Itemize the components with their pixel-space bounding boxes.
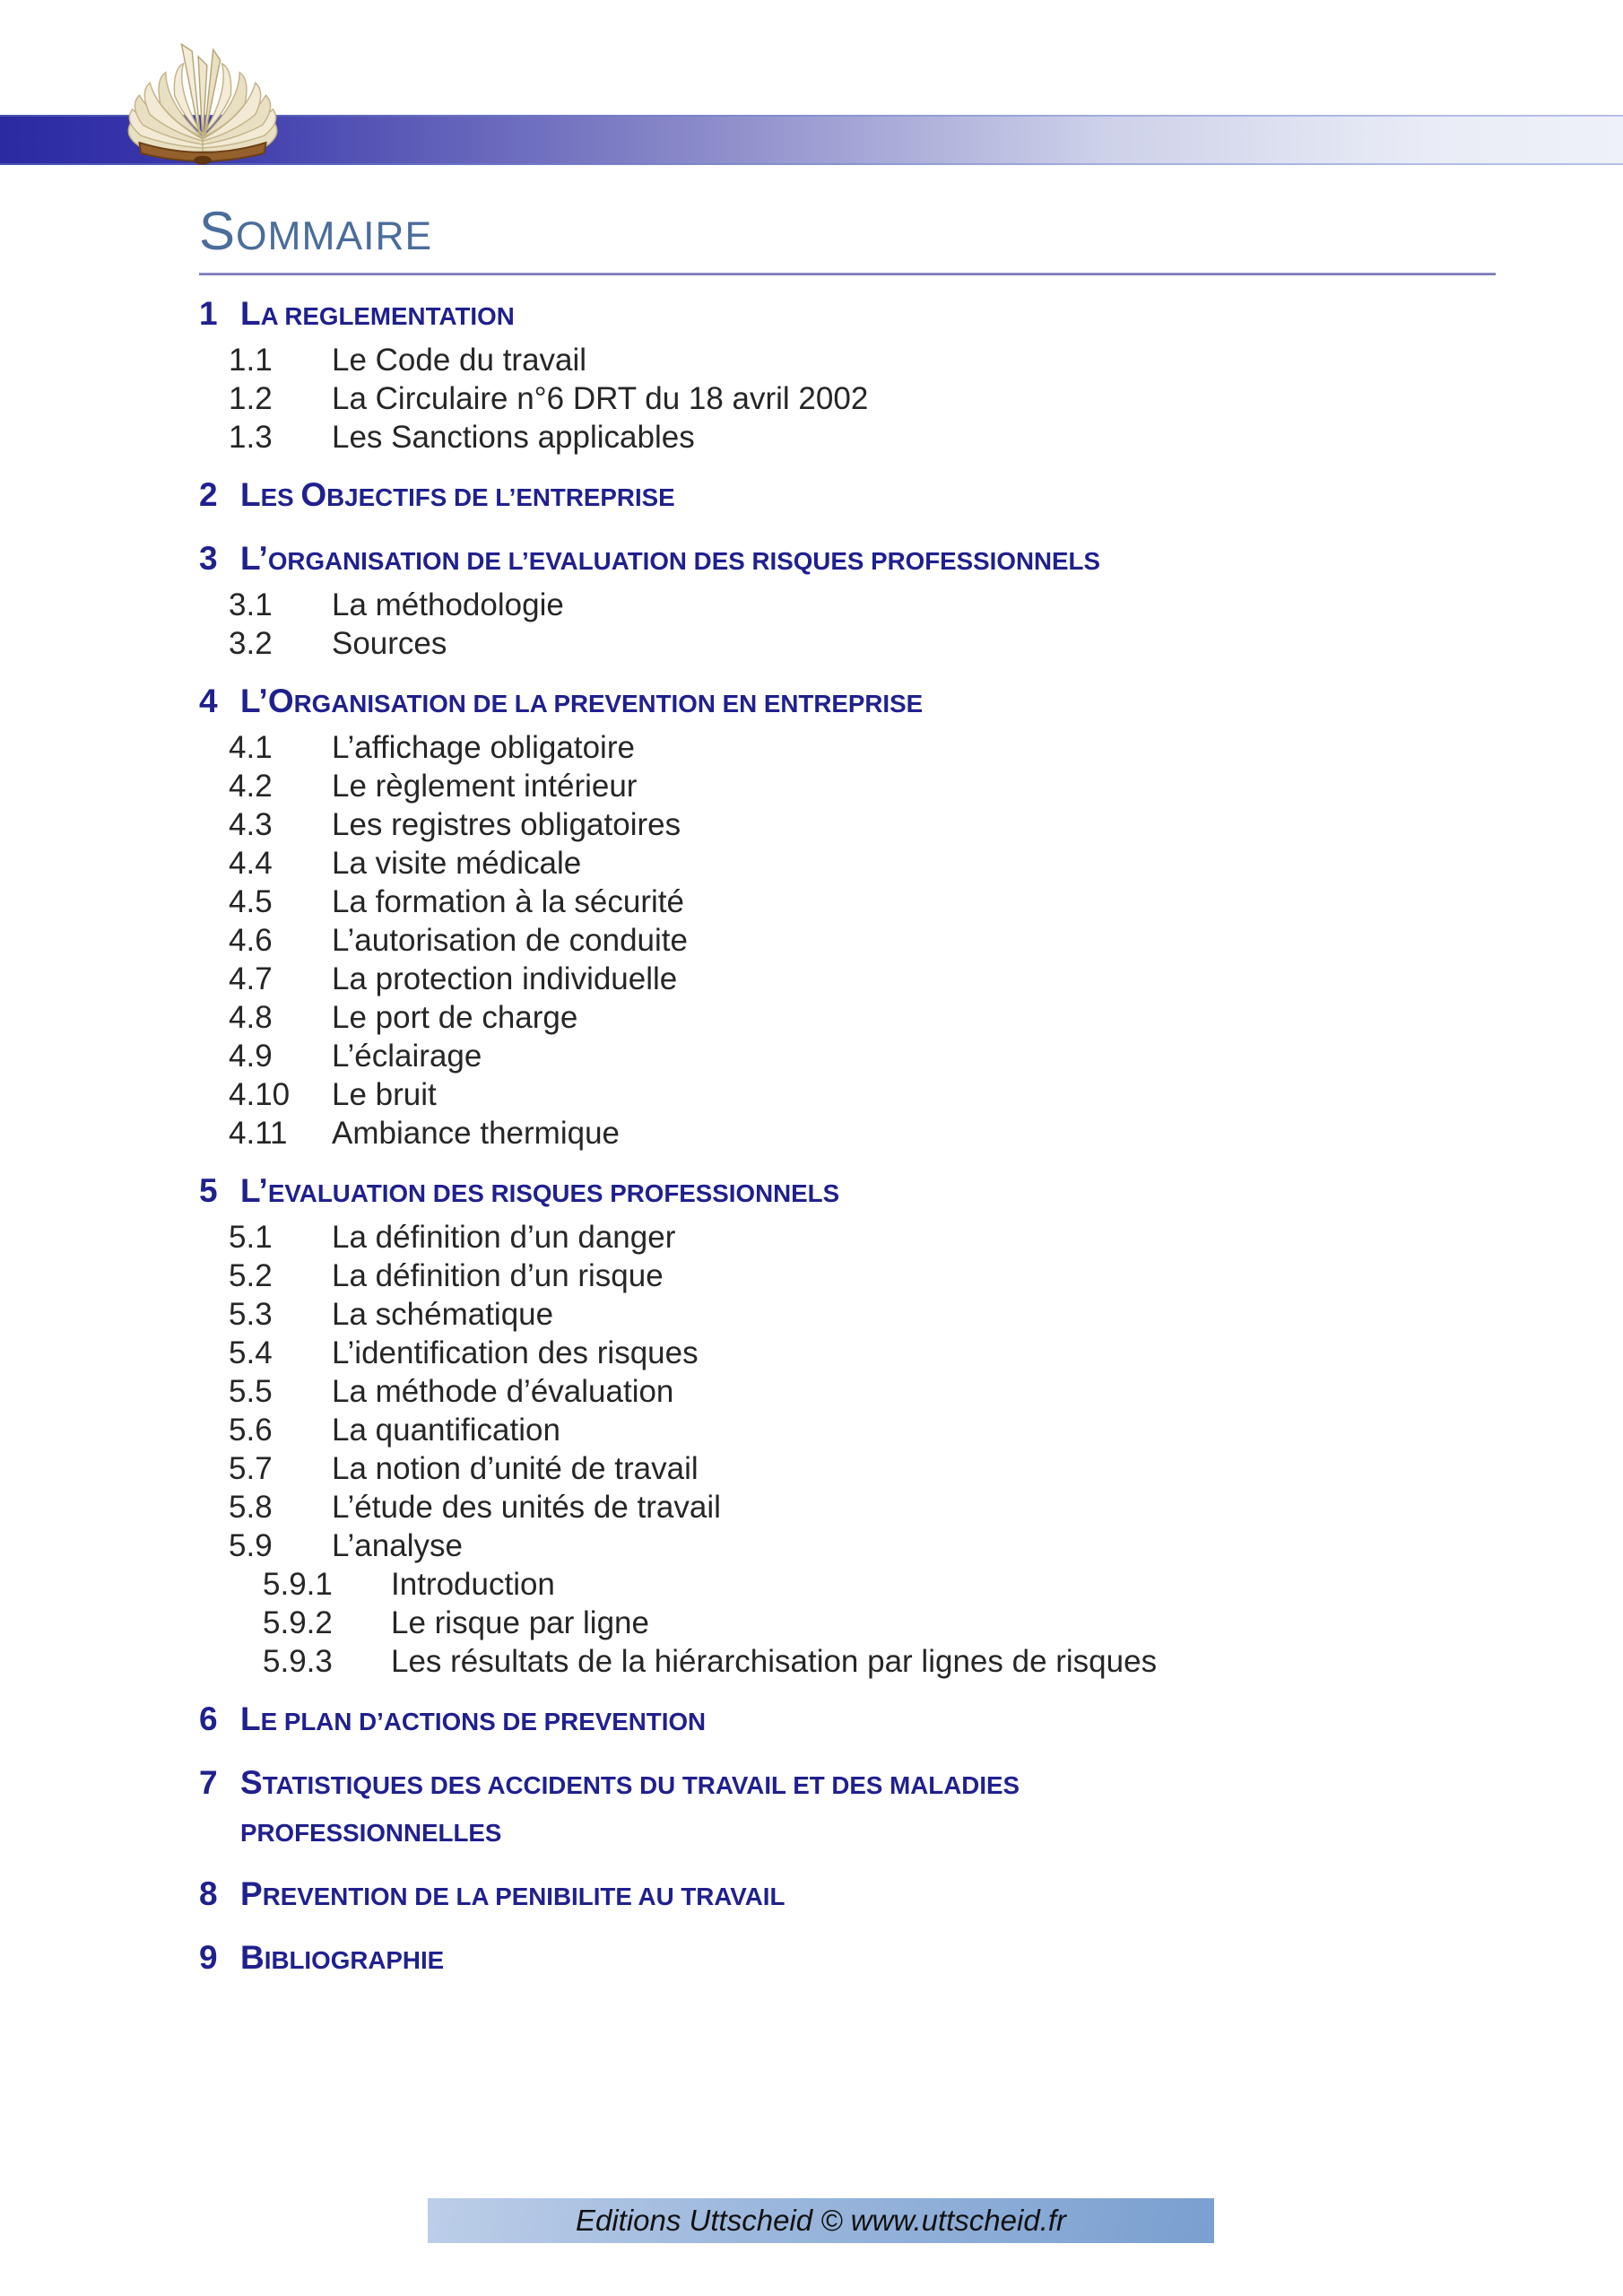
entry-number: 5.4 — [229, 1335, 273, 1370]
entry-label: L’autorisation de conduite — [332, 923, 688, 958]
entry-number: 4.9 — [229, 1039, 273, 1074]
entry-number: 5.9 — [229, 1528, 273, 1563]
toc-section-3 — [0, 536, 1623, 663]
toc-entry-4.2[interactable] — [229, 767, 1623, 805]
entry-label: L’analyse — [332, 1528, 463, 1563]
entry-number: 5.8 — [229, 1490, 273, 1525]
entry-label: Le port de charge — [332, 1000, 578, 1035]
entry-label: L’éclairage — [332, 1039, 482, 1074]
entry-number: 5.6 — [229, 1413, 273, 1448]
entry-label: Le bruit — [332, 1077, 437, 1112]
toc-section-4 — [0, 679, 1623, 1152]
entry-number: 5.3 — [229, 1297, 273, 1332]
toc-entry-3.2[interactable] — [229, 624, 1623, 663]
entry-label: L’affichage obligatoire — [332, 730, 635, 765]
entry-label: La définition d’un danger — [332, 1220, 676, 1255]
section-heading-8[interactable] — [199, 1872, 1623, 1919]
toc-entry-5.1[interactable] — [229, 1218, 1623, 1257]
toc-section-5 — [0, 1169, 1623, 1681]
entry-label: La méthodologie — [332, 587, 564, 622]
section-number: 3 — [199, 540, 218, 577]
toc-entry-4.11[interactable] — [229, 1114, 1623, 1152]
toc-entry-1.3[interactable] — [229, 418, 1623, 457]
toc-entry-4.7[interactable] — [229, 960, 1623, 998]
entry-number: 4.1 — [229, 730, 273, 765]
entry-label: La Circulaire n°6 DRT du 18 avril 2002 — [332, 381, 869, 416]
toc-entry-4.1[interactable] — [229, 728, 1623, 767]
entry-label: La notion d’unité de travail — [332, 1451, 699, 1486]
section-number: 6 — [199, 1700, 218, 1737]
toc-entry-5.9[interactable] — [229, 1526, 1623, 1565]
entry-label: La visite médicale — [332, 846, 582, 881]
section-title: L’EVALUATION DES RISQUES PROFESSIONNELS — [240, 1172, 840, 1209]
section-heading-4[interactable] — [199, 679, 1623, 726]
entry-label: Les résultats de la hiérarchisation par lignes de risques — [391, 1644, 1158, 1679]
toc-entry-5.4[interactable] — [229, 1334, 1623, 1372]
entry-label: Les registres obligatoires — [332, 807, 681, 842]
entry-number: 4.7 — [229, 961, 273, 996]
section-number: 2 — [199, 476, 218, 513]
entry-label: Les Sanctions applicables — [332, 420, 695, 455]
toc-items — [0, 341, 1623, 457]
entry-number: 5.1 — [229, 1220, 273, 1255]
section-title: LE PLAN D’ACTIONS DE PREVENTION — [240, 1700, 707, 1737]
entry-label: L’étude des unités de travail — [332, 1490, 721, 1525]
section-heading-5[interactable] — [199, 1169, 1623, 1216]
entry-label: Le risque par ligne — [391, 1605, 649, 1640]
entry-label: La méthode d’évaluation — [332, 1374, 674, 1409]
toc-entry-4.6[interactable] — [229, 921, 1623, 960]
section-heading-6[interactable] — [199, 1697, 1623, 1744]
entry-label: La schématique — [332, 1297, 554, 1332]
entry-label: La protection individuelle — [332, 961, 678, 996]
page-title: SOMMAIRE — [199, 201, 433, 261]
toc-items — [0, 728, 1623, 1152]
title-divider — [199, 273, 1496, 275]
entry-number: 4.6 — [229, 923, 273, 958]
toc-items — [0, 1218, 1623, 1681]
section-heading-9[interactable] — [199, 1935, 1623, 1983]
entry-number: 5.2 — [229, 1258, 273, 1293]
entry-number: 4.8 — [229, 1000, 273, 1035]
section-title: LES OBJECTIFS DE L’ENTREPRISE — [240, 476, 675, 513]
entry-number: 5.5 — [229, 1374, 273, 1409]
entry-label: Le Code du travail — [332, 343, 587, 378]
open-book-icon — [115, 36, 291, 170]
entry-number: 4.4 — [229, 846, 273, 881]
entry-label: La formation à la sécurité — [332, 884, 684, 919]
entry-number: 1.3 — [229, 420, 273, 455]
entry-label: Le règlement intérieur — [332, 769, 638, 804]
entry-label: L’identification des risques — [332, 1335, 699, 1370]
entry-number: 4.5 — [229, 884, 273, 919]
toc-entry-5.8[interactable] — [229, 1488, 1623, 1526]
toc-section-7 — [0, 1761, 1623, 1856]
section-number: 9 — [199, 1939, 218, 1976]
entry-number: 1.2 — [229, 381, 273, 416]
toc-entry-5.7[interactable] — [229, 1449, 1623, 1488]
entry-label: La quantification — [332, 1413, 560, 1448]
entry-label: La définition d’un risque — [332, 1258, 664, 1293]
toc-entry-1.1[interactable] — [229, 341, 1623, 379]
toc-entry-1.2[interactable] — [229, 379, 1623, 418]
toc-entry-5.9.3[interactable] — [263, 1642, 1623, 1681]
toc-section-2 — [0, 473, 1623, 520]
entry-number: 4.11 — [229, 1116, 288, 1151]
toc-entry-4.10[interactable] — [229, 1075, 1623, 1114]
entry-number: 5.9.1 — [263, 1567, 333, 1602]
entry-number: 3.2 — [229, 626, 273, 661]
toc — [0, 291, 1623, 1983]
toc-section-8 — [0, 1872, 1623, 1919]
toc-entry-4.8[interactable] — [229, 998, 1623, 1037]
entry-label: Sources — [332, 626, 447, 661]
toc-entry-5.5[interactable] — [229, 1372, 1623, 1411]
toc-entry-3.1[interactable] — [229, 586, 1623, 624]
toc-items — [0, 586, 1623, 663]
section-title: STATISTIQUES DES ACCIDENTS DU TRAVAIL ET DES MALADIES PROFESSIONNELLES — [240, 1764, 1020, 1847]
section-title: L’ORGANISATION DE LA PREVENTION EN ENTREPRISE — [240, 683, 924, 719]
section-title: BIBLIOGRAPHIE — [240, 1939, 445, 1976]
section-number: 1 — [199, 295, 218, 332]
section-heading-7[interactable] — [199, 1761, 1623, 1856]
toc-entry-5.2[interactable] — [229, 1257, 1623, 1295]
entry-label: Introduction — [391, 1567, 555, 1602]
entry-number: 1.1 — [229, 343, 273, 378]
footer — [428, 2198, 1214, 2243]
toc-section-1 — [0, 291, 1623, 457]
entry-label: Ambiance thermique — [332, 1116, 620, 1151]
toc-entry-5.9.2[interactable] — [263, 1604, 1623, 1642]
entry-number: 5.7 — [229, 1451, 273, 1486]
toc-entry-5.9.1[interactable] — [263, 1565, 1623, 1604]
toc-entry-5.3[interactable] — [229, 1295, 1623, 1334]
entry-number: 5.9.2 — [263, 1605, 333, 1640]
toc-entry-4.5[interactable] — [229, 883, 1623, 921]
section-number: 8 — [199, 1875, 218, 1912]
entry-number: 4.2 — [229, 769, 273, 804]
section-title: LA REGLEMENTATION — [240, 295, 515, 332]
toc-section-6 — [0, 1697, 1623, 1744]
entry-number: 5.9.3 — [263, 1644, 333, 1679]
footer-text: Editions Uttscheid © www.uttscheid.fr — [575, 2204, 1067, 2237]
entry-number: 3.1 — [229, 587, 273, 622]
section-heading-1[interactable] — [199, 291, 1623, 339]
entry-number: 4.3 — [229, 807, 273, 842]
toc-entry-5.6[interactable] — [229, 1411, 1623, 1449]
section-number: 7 — [199, 1764, 218, 1801]
section-number: 4 — [199, 683, 218, 719]
toc-entry-4.3[interactable] — [229, 805, 1623, 844]
section-heading-2[interactable] — [199, 473, 1623, 520]
entry-number: 4.10 — [229, 1077, 291, 1112]
toc-entry-4.9[interactable] — [229, 1037, 1623, 1075]
section-heading-3[interactable] — [199, 536, 1623, 584]
section-title: PREVENTION DE LA PENIBILITE AU TRAVAIL — [240, 1875, 785, 1912]
section-title: L’ORGANISATION DE L’EVALUATION DES RISQUES PROFESSIONNELS — [240, 540, 1101, 577]
toc-section-9 — [0, 1935, 1623, 1983]
toc-entry-4.4[interactable] — [229, 844, 1623, 883]
section-number: 5 — [199, 1172, 218, 1209]
